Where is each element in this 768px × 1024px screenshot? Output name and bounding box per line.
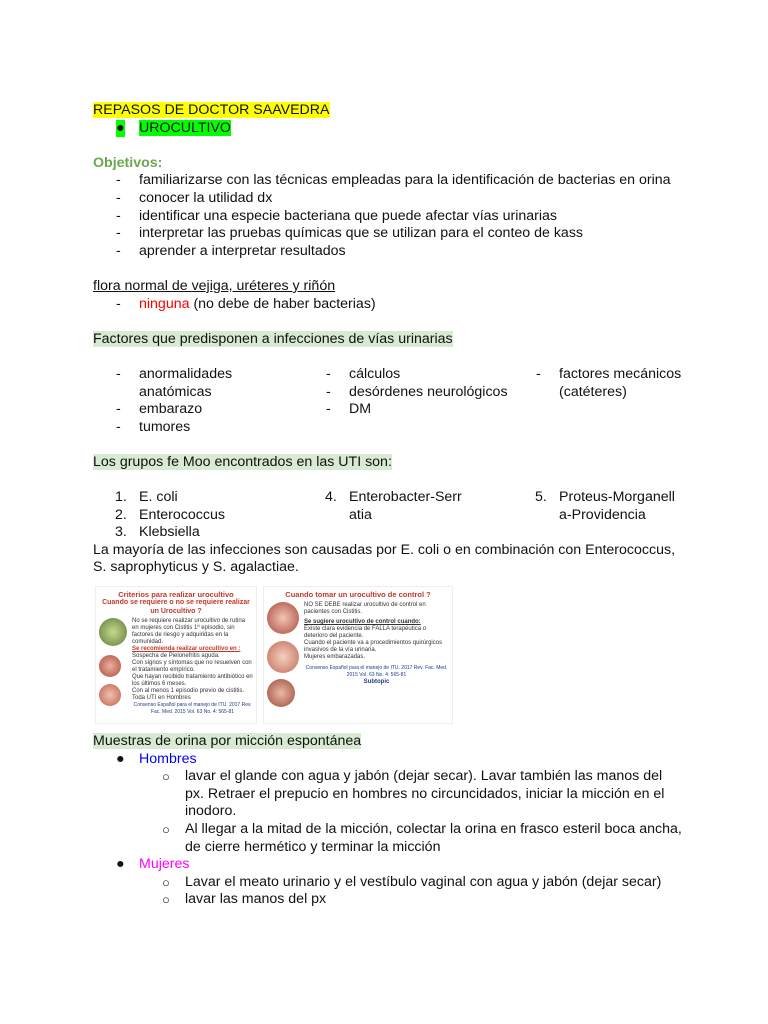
group-item: 3. Klebsiella	[115, 524, 200, 541]
control-panel	[263, 586, 453, 724]
factor-item: - cálculos	[326, 365, 401, 382]
flora-item-note: (no debe de haber bacterias)	[189, 295, 376, 312]
factor-item: - anormalidades anatómicas	[116, 365, 233, 400]
objective-item: - familiarizarse con las técnicas empleadas para la identificación de bacterias en orina	[93, 172, 683, 190]
control-line: Mujeres embarazadas.	[304, 654, 366, 661]
factor-item: - factores mecánicos (catéteres)	[536, 365, 682, 400]
bullet-mark: ●	[116, 119, 125, 136]
culture-plate-icon	[267, 641, 299, 673]
objectives-heading: Objetivos:	[93, 154, 163, 171]
samples-heading: Muestras de orina por micción espontánea	[93, 733, 362, 750]
criteria-line: Con signos y síntomas que no resuelven con el tratamiento empírico.	[132, 660, 252, 674]
control-footer: Subtopic	[363, 679, 390, 686]
control-reference: Consenso Español para el manejo de ITU. 2017 Rev. Fac. Med. 2015 Vol. 63 No. 4: 565-81	[305, 665, 448, 679]
culture-plate-icon	[99, 684, 121, 706]
criteria-line: Sospecha de Pielonefritis aguda.	[132, 653, 220, 660]
flora-item-none: ninguna	[139, 295, 190, 312]
men-step: ○ lavar el glande con agua y jabón (dejar secar). Lavar también las manos del px. Retraer el prepucio en hombres no circuncidados, iniciar la micción en el inodoro.	[162, 768, 665, 820]
control-line: Se sugiere urocultivo de control cuando:	[304, 619, 421, 626]
factor-item: - embarazo	[116, 401, 203, 418]
control-line: Cuando el paciente va a procedimientos quirúrgicos invasivos de la vía urinaria.	[304, 640, 443, 654]
factors-columns	[93, 366, 683, 436]
objective-item: - aprender a interpretar resultados	[93, 243, 683, 261]
objective-item: - identificar una especie bacteriana que puede afectar vías urinarias	[93, 208, 683, 226]
control-line: NO SE DEBE realizar urocultivo de control en pacientes con Cistitis.	[304, 602, 426, 616]
criteria-line: Con al menos 1 episodio previo de cistitis.	[132, 688, 245, 695]
women-step: ○ lavar las manos del px	[162, 891, 327, 908]
criteria-subtitle: Cuando se requiere o no se requiere realizar un Urocultivo ?	[102, 599, 250, 615]
flora-list	[93, 296, 683, 314]
group-item: 1. E. coli	[115, 489, 178, 506]
flora-heading: flora normal de vejiga, uréteres y riñón	[93, 277, 336, 294]
urocultivo-criteria-figure	[95, 586, 683, 724]
group-item: 2. Enterococcus	[115, 506, 225, 523]
criteria-line: Se recomienda realizar urocultivo en :	[132, 646, 241, 653]
objective-item: - interpretar las pruebas químicas que se utilizan para el conteo de kass	[93, 225, 683, 243]
culture-plate-icon	[267, 679, 295, 707]
summary-paragraph: La mayoría de las infecciones son causadas por E. coli o en combinación con Enterococcus, S. saprophyticus y S. agalactiae.	[93, 541, 676, 576]
groups-columns	[93, 489, 683, 542]
men-step: ○ Al llegar a la mitad de la micción, colectar la orina en frasco esteril boca ancha, de cierre hermético y terminar la micción	[162, 821, 682, 855]
document-page	[93, 102, 683, 909]
criteria-line: Toda UTI en Hombres	[132, 695, 191, 702]
groups-heading: Los grupos fe Moo encontrados en las UTI son:	[93, 453, 392, 470]
criteria-title: Criterios para realizar urocultivo	[118, 590, 234, 600]
section-urocultivo: UROCULTIVO	[139, 119, 231, 136]
control-title: Cuando tomar un urocultivo de control ?	[285, 590, 431, 600]
flora-item	[93, 296, 683, 314]
criteria-panel	[95, 586, 257, 724]
factor-item: - desórdenes neurológicos	[326, 383, 508, 400]
group-item: 5. Proteus-Morganella-Providencia	[535, 489, 675, 523]
criteria-line: No se requiere realizar urocultivo de rutina en mujeres con Cistitis 1º episodio, sin factores de riesgo y adquiridas en la comunidad.	[132, 618, 246, 646]
objectives-list	[93, 172, 683, 260]
women-label: Mujeres	[139, 856, 190, 873]
culture-plate-icon	[99, 618, 127, 646]
document-title: REPASOS DE DOCTOR SAAVEDRA	[93, 102, 330, 118]
culture-plate-icon	[267, 602, 299, 634]
factor-item: - tumores	[116, 418, 191, 435]
men-label: Hombres	[139, 750, 197, 767]
criteria-line: Que hayan recibido tratamiento antibiótico en los últimos 6 meses.	[132, 674, 253, 688]
women-step: ○ Lavar el meato urinario y el vestíbulo vaginal con agua y jabón (dejar secar)	[162, 873, 662, 890]
objective-item: - conocer la utilidad dx	[93, 190, 683, 208]
group-item: 4. Enterobacter-Serratia	[325, 489, 462, 523]
factors-heading: Factores que predisponen a infecciones de vías urinarias	[93, 330, 453, 347]
control-line: Existe clara evidencia de FALLA terapéutica o deterioro del paciente.	[304, 626, 427, 640]
culture-plate-icon	[99, 655, 121, 677]
women-section: ● Mujeres	[116, 856, 190, 873]
criteria-reference: Consenso Español para el manejo de ITU. 2017 Rev. Fac. Med. 2015 Vol. 63 No. 4: 565-81	[133, 702, 252, 716]
factor-item: - DM	[326, 401, 372, 418]
men-section: ● Hombres	[116, 750, 197, 767]
